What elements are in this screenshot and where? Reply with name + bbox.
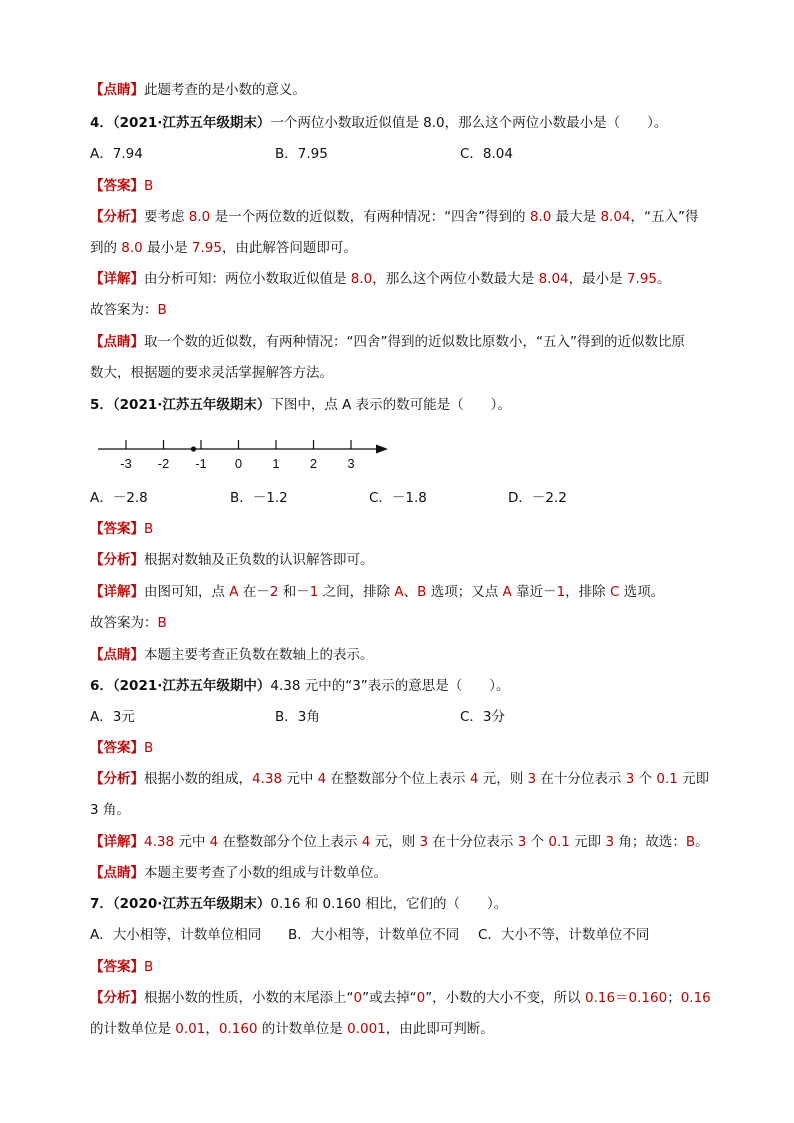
q7-option-c: C．大小不等，计数单位不同 — [478, 927, 650, 943]
q5-detail — [90, 582, 664, 602]
q5-option-c: C．－1.8 — [369, 490, 427, 506]
q5-option-b: B．－1.2 — [230, 490, 288, 506]
answer-value: B — [144, 178, 154, 194]
number-run: 0.001 — [347, 1021, 386, 1037]
q4-option-b: B．7.95 — [275, 146, 328, 162]
final-value: B — [157, 302, 167, 318]
answer-tag: 【答案】 — [90, 740, 144, 756]
tip-text: 本题主要考查正负数在数轴上的表示。 — [144, 647, 374, 663]
detail-tag: 【详解】 — [90, 584, 144, 600]
text-run: 选项。 — [619, 584, 665, 600]
text-run: 角；故选： — [614, 834, 686, 850]
tip-tag: 【点睛】 — [90, 334, 144, 350]
text-run: 元中 — [174, 834, 210, 850]
number-run: 0.1 — [548, 834, 570, 850]
answer-value: B — [144, 740, 154, 756]
text-run: 的计数单位是 — [257, 1021, 348, 1037]
number-run: 8.0 — [529, 209, 552, 225]
text-run: 之间，排除 — [318, 584, 395, 600]
number-run: 3 — [625, 771, 635, 787]
number-run: 8.0 — [350, 271, 373, 287]
answer-tag: 【答案】 — [90, 521, 144, 537]
text-run: 元，则 — [478, 771, 528, 787]
question-number: 5． — [90, 397, 113, 413]
q6-analysis-line2: 3 角。 — [90, 802, 130, 818]
number-run: 4.38 — [252, 771, 283, 787]
number-run: 4 — [317, 771, 327, 787]
text-run: ”或去掉“ — [362, 990, 417, 1006]
answer-value: B — [144, 521, 154, 537]
text-run: 最大是 — [551, 209, 601, 225]
q5-analysis — [90, 550, 374, 570]
number-line-tick-label: -1 — [195, 456, 207, 471]
number-run: 4.38 — [144, 834, 175, 850]
number-line-tick-label: 0 — [234, 456, 243, 471]
text-run: 由分析可知：两位小数取近似值是 — [144, 271, 351, 287]
number-run: 0.16＝0.160 — [584, 990, 668, 1006]
final-label: 故答案为： — [90, 615, 158, 631]
text-run: 个 — [634, 771, 657, 787]
q7-option-b: B．大小相等，计数单位不同 — [288, 927, 460, 943]
number-line-tick-label: -3 — [120, 456, 132, 471]
number-run: C — [609, 584, 620, 600]
q4-final — [90, 300, 167, 320]
q4-detail — [90, 269, 671, 289]
number-run: 0.1 — [656, 771, 678, 787]
tip-tag: 【点睛】 — [90, 865, 144, 881]
number-run: 0.01 — [175, 1021, 206, 1037]
number-run: 0.16 — [680, 990, 711, 1006]
q4-analysis-line2 — [90, 238, 357, 258]
text-run: 在十分位表示 — [428, 834, 518, 850]
question-source: （2021·江苏五年级期中） — [112, 678, 271, 694]
text-run: 和－ — [278, 584, 310, 600]
q5-final — [90, 613, 167, 633]
question-number: 6． — [90, 678, 113, 694]
question-source: （2020·江苏五年级期末） — [112, 896, 271, 912]
number-run: 3 — [527, 771, 537, 787]
number-run: 1 — [309, 584, 319, 600]
number-run: A — [229, 584, 239, 600]
number-run: 8.0 — [121, 240, 143, 256]
q5-stem — [90, 395, 511, 415]
number-run: 4 — [469, 771, 479, 787]
number-line-tick-label: 3 — [347, 456, 355, 471]
answer-value: B — [144, 959, 154, 975]
text-run: 在整数部分个位上表示 — [326, 771, 470, 787]
text-run: 、 — [403, 584, 418, 600]
number-line-tick-label: 2 — [309, 456, 318, 471]
q5-option-a: A．－2.8 — [90, 490, 148, 506]
q6-analysis-line1 — [90, 769, 709, 789]
tip-text: 本题主要考查了小数的组成与计数单位。 — [144, 865, 387, 881]
text-run: 到的 — [90, 240, 122, 256]
text-run: 在整数部分个位上表示 — [218, 834, 362, 850]
q6-answer — [90, 738, 153, 758]
number-run: A — [394, 584, 404, 600]
q5-tip — [90, 645, 374, 665]
text-run: ； — [667, 990, 681, 1006]
text-run: 。 — [657, 271, 671, 287]
analysis-tag: 【分析】 — [90, 990, 144, 1006]
answer-tag: 【答案】 — [90, 178, 144, 194]
q6-option-b: B．3角 — [275, 709, 320, 725]
text-run: 。 — [695, 834, 709, 850]
number-run: 0.160 — [218, 1021, 258, 1037]
q7-answer — [90, 957, 153, 977]
q6-option-c: C．3分 — [460, 709, 506, 725]
text-run: 根据小数的性质，小数的末尾添上“ — [144, 990, 354, 1006]
q4-tip-line1 — [90, 332, 685, 352]
answer-tag: 【答案】 — [90, 959, 144, 975]
q6-detail — [90, 832, 709, 852]
arrow-head-icon — [376, 445, 388, 454]
text-run: ， — [205, 1021, 219, 1037]
question-source: （2021·江苏五年级期末） — [112, 115, 271, 131]
q4-tip-line2: 数大，根据题的要求灵活掌握解答方法。 — [90, 365, 333, 381]
point-a-marker — [191, 446, 196, 451]
q4-option-c: C．8.04 — [460, 146, 513, 162]
q7-analysis-line1 — [90, 988, 711, 1008]
q6-stem — [90, 676, 510, 696]
text-run: ，由此即可判断。 — [385, 1021, 494, 1037]
text-run: 元中 — [282, 771, 318, 787]
question-text: 4.38 元中的“3”表示的意思是（ ）。 — [270, 678, 510, 694]
number-run: 0 — [353, 990, 363, 1006]
number-run: 8.04 — [600, 209, 631, 225]
number-run: 8.04 — [538, 271, 569, 287]
number-run: 3 — [419, 834, 429, 850]
question-number: 7． — [90, 896, 113, 912]
question-text: 0.16 和 0.160 相比，它们的（ ）。 — [270, 896, 508, 912]
tip-tag: 【点睛】 — [90, 82, 144, 98]
analysis-tag: 【分析】 — [90, 209, 144, 225]
text-run: 在－ — [238, 584, 270, 600]
number-run: 2 — [269, 584, 279, 600]
final-value: B — [157, 615, 167, 631]
text-run: 靠近－ — [511, 584, 557, 600]
detail-tag: 【详解】 — [90, 271, 144, 287]
tip-tag: 【点睛】 — [90, 647, 144, 663]
text-run: 元即 — [677, 771, 710, 787]
text-run: 要考虑 — [144, 209, 189, 225]
number-run: 0 — [416, 990, 426, 1006]
number-line-tick-label: 1 — [272, 456, 280, 471]
final-label: 故答案为： — [90, 302, 158, 318]
text-run: ，排除 — [565, 584, 610, 600]
text-run: ，“五入”得 — [630, 209, 699, 225]
text-run: 根据小数的组成， — [144, 771, 252, 787]
text-run: 元，则 — [370, 834, 420, 850]
q7-analysis-line2 — [90, 1019, 494, 1039]
q6-tip — [90, 863, 387, 883]
number-run: 7.95 — [626, 271, 657, 287]
question-text: 下图中，点 A 表示的数可能是（ ）。 — [270, 397, 511, 413]
tip-text: 取一个数的近似数，有两种情况：“四舍”得到的近似数比原数小，“五入”得到的近似数比原 — [144, 334, 685, 350]
q4-option-a: A．7.94 — [90, 146, 143, 162]
q4-answer — [90, 176, 153, 196]
q4-stem — [90, 113, 667, 133]
question-source: （2021·江苏五年级期末） — [112, 397, 271, 413]
q4-analysis-line1 — [90, 207, 699, 227]
text-run: 元即 — [569, 834, 606, 850]
number-run: 4 — [209, 834, 219, 850]
text-run: 在十分位表示 — [536, 771, 626, 787]
text-run: ，那么这个两位小数最大是 — [372, 271, 539, 287]
number-run: A — [502, 584, 512, 600]
text-run: ，最小是 — [568, 271, 627, 287]
number-run: 1 — [556, 584, 566, 600]
text-run: 选项；又点 — [426, 584, 503, 600]
number-run: 7.95 — [191, 240, 222, 256]
question-number: 4． — [90, 115, 113, 131]
tip-text: 此题考查的是小数的意义。 — [144, 82, 306, 98]
number-line-figure — [0, 425, 794, 475]
number-run: 8.0 — [188, 209, 211, 225]
text-run: ”，小数的大小不变，所以 — [425, 990, 585, 1006]
q5-option-d: D．－2.2 — [508, 490, 567, 506]
text-run: 个 — [526, 834, 549, 850]
text-run: 由图可知，点 — [144, 584, 230, 600]
number-run: 3 — [517, 834, 527, 850]
q7-option-a: A．大小相等，计数单位相同 — [90, 927, 262, 943]
number-run: B — [417, 584, 427, 600]
text-run: 的计数单位是 — [90, 1021, 176, 1037]
number-run: 3 — [605, 834, 615, 850]
question-text: 一个两位小数取近似值是 8.0，那么这个两位小数最小是（ ）。 — [270, 115, 668, 131]
number-run: B — [685, 834, 696, 850]
number-run: 4 — [361, 834, 371, 850]
text-run: 是一个两位数的近似数，有两种情况：“四舍”得到的 — [210, 209, 530, 225]
text-run: ，由此解答问题即可。 — [221, 240, 357, 256]
analysis-text: 根据对数轴及正负数的认识解答即可。 — [144, 552, 374, 568]
analysis-tag: 【分析】 — [90, 771, 144, 787]
q7-stem — [90, 894, 507, 914]
text-run: 最小是 — [142, 240, 192, 256]
q5-answer — [90, 519, 153, 539]
q3-tip — [90, 80, 306, 100]
q6-option-a: A．3元 — [90, 709, 135, 725]
analysis-tag: 【分析】 — [90, 552, 144, 568]
detail-tag: 【详解】 — [90, 834, 144, 850]
number-line-tick-label: -2 — [157, 456, 170, 471]
